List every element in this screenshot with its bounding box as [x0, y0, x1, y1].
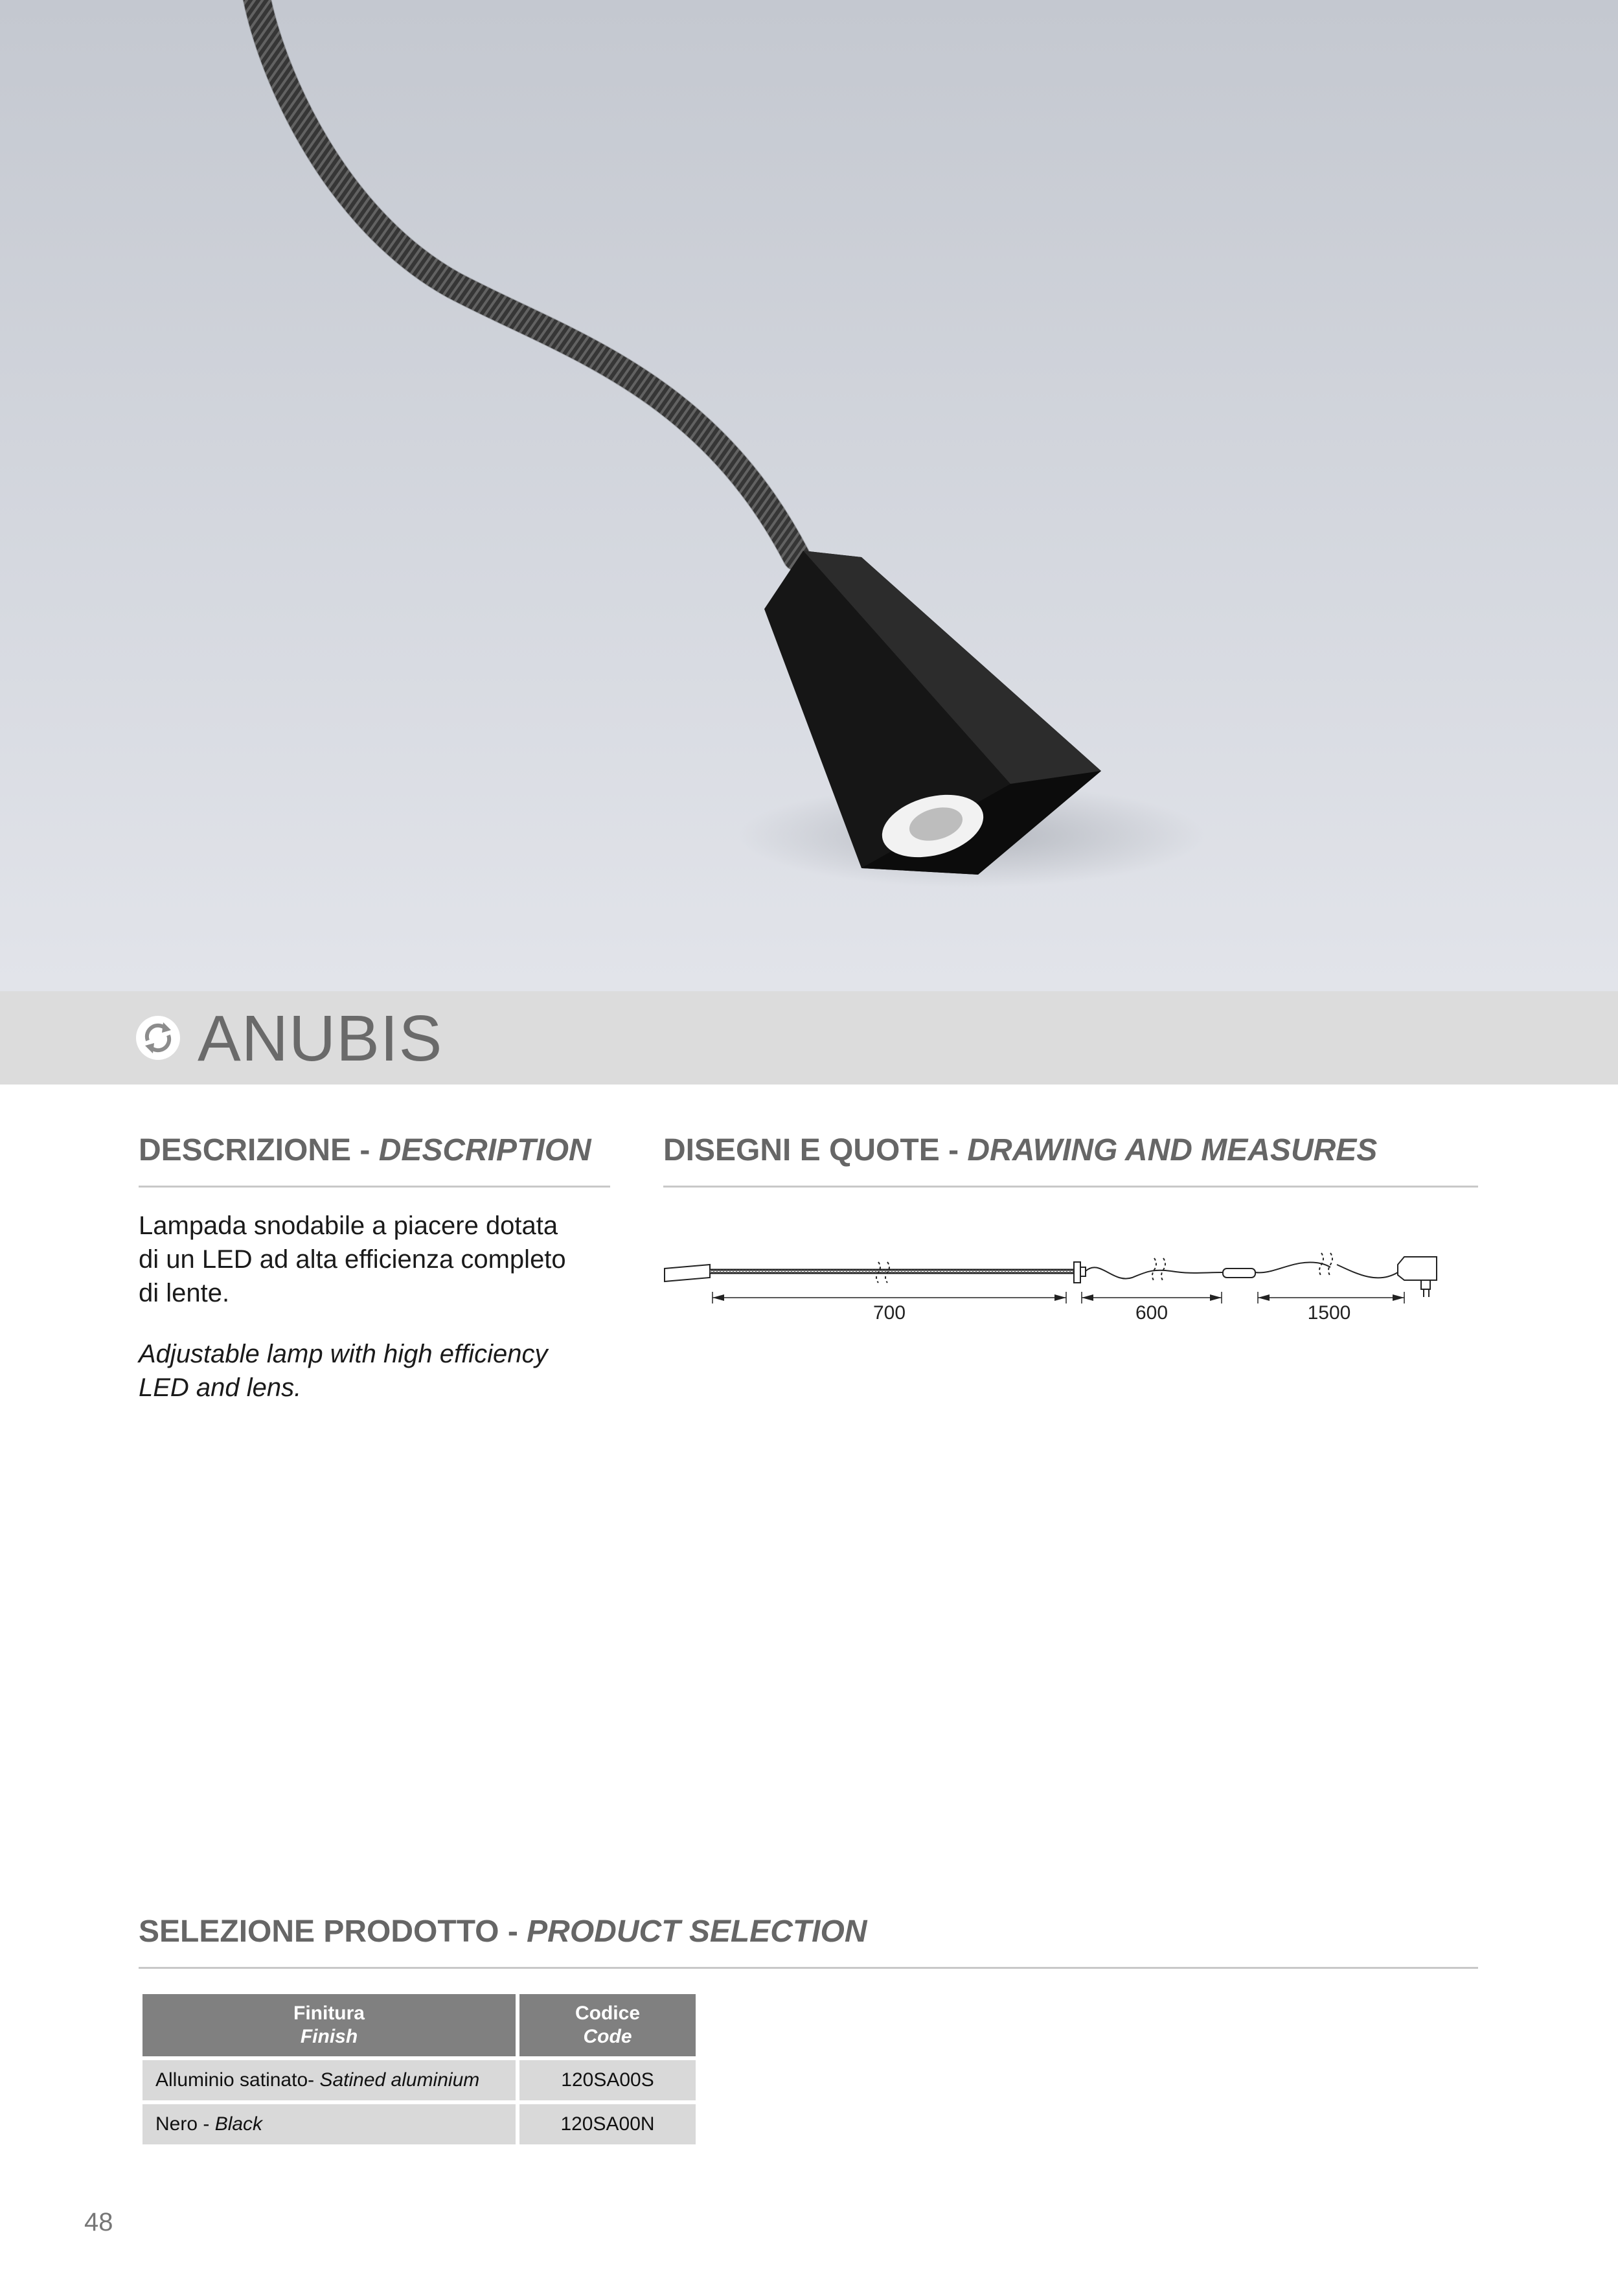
product-selection-table	[139, 1990, 700, 2148]
product-title: ANUBIS	[198, 1002, 443, 1075]
measure-600: 600	[1135, 1302, 1168, 1324]
drawing-divider	[663, 1186, 1478, 1188]
drawing-switch	[1223, 1269, 1255, 1278]
page-number: 48	[84, 2208, 113, 2236]
measure-1500: 1500	[1307, 1302, 1351, 1324]
description-english: Adjustable lamp with high efficiency LED and lens.	[139, 1340, 548, 1402]
description-italian: Lampada snodabile a piacere dotata di un LED ad alta efficienza completo di lente.	[139, 1211, 566, 1307]
table-header-row	[142, 1994, 696, 2056]
code-cell: 120SA00S	[519, 2060, 696, 2100]
product-photo	[0, 0, 1618, 991]
description-divider	[139, 1186, 610, 1188]
selection-divider	[139, 1967, 1478, 1969]
drawing-heading: DISEGNI E QUOTE - DRAWING AND MEASURES	[663, 1133, 1378, 1167]
column-header-code: Codice Code	[519, 1994, 696, 2056]
selection-heading: SELEZIONE PRODOTTO - PRODUCT SELECTION	[139, 1914, 867, 1949]
finish-cell: Alluminio satinato- Satined aluminium	[142, 2060, 516, 2100]
code-cell: 120SA00N	[519, 2104, 696, 2144]
table-row	[142, 2104, 696, 2144]
table-row	[142, 2060, 696, 2100]
drawing-lamp-head	[665, 1265, 710, 1281]
refresh-cycle-icon	[135, 1015, 181, 1061]
description-heading: DESCRIZIONE - DESCRIPTION	[139, 1133, 591, 1167]
technical-drawing	[659, 1213, 1456, 1329]
column-header-finish: Finitura Finish	[142, 1994, 516, 2056]
finish-cell: Nero - Black	[142, 2104, 516, 2144]
drawing-power-plug	[1398, 1257, 1437, 1297]
measure-700: 700	[872, 1302, 906, 1324]
